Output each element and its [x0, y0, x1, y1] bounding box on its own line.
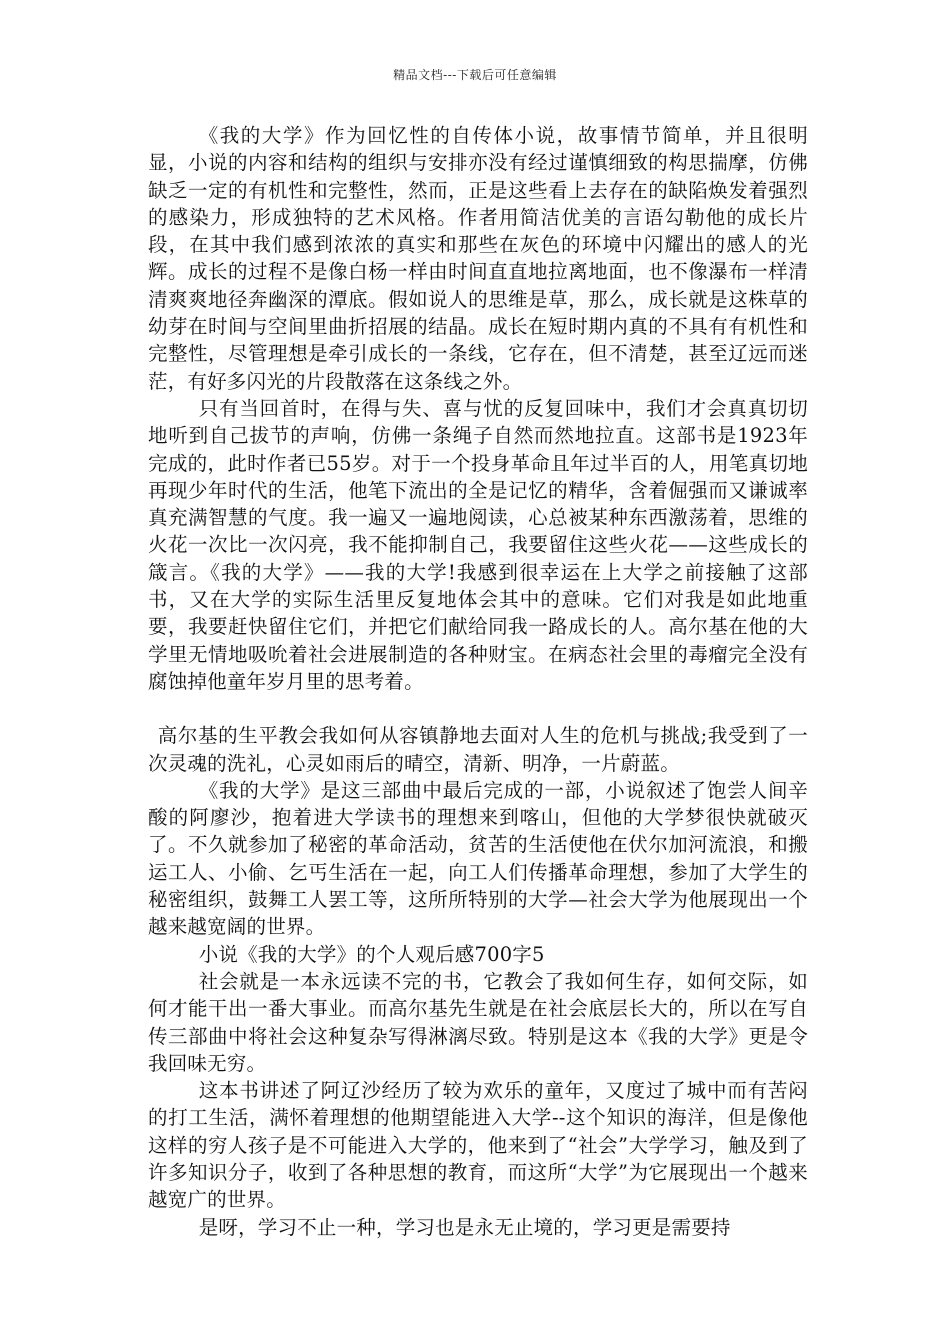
document-body: [148, 122, 808, 1241]
paragraph: 高尔基的生平教会我如何从容镇静地去面对人生的危机与挑战;我受到了一次灵魂的洗礼，心灵如雨后的晴空，清新、明净，一片蔚蓝。: [148, 724, 808, 775]
paragraph: 《我的大学》作为回忆性的自传体小说，故事情节简单，并且很明显，小说的内容和结构的组织与安排亦没有经过谨慎细致的构思揣摩，仿佛缺乏一定的有机性和完整性，然而，正是这些看上去存在的缺陷焕发着强烈的感染力，形成独特的艺术风格。作者用简洁优美的言语勾勒他的成长片段，在其中我们感到浓浓的真实和那些在灰色的环境中闪耀出的感人的光辉。成长的过程不是像白杨一样由时间直直地拉离地面，也不像瀑布一样清清爽爽地径奔幽深的潭底。假如说人的思维是草，那么，成长就是这株草的幼芽在时间与空间里曲折招展的结晶。成长在短时期内真的不具有有机性和完整性，尽管理想是牵引成长的一条线，它存在，但不清楚，甚至辽远而迷茫，有好多闪光的片段散落在这条线之外。: [148, 124, 808, 393]
paragraph: 这本书讲述了阿辽沙经历了较为欢乐的童年，又度过了城中而有苦闷的打工生活，满怀着理想的他期望能进入大学--这个知识的海洋，但是像他这样的穷人孩子是不可能进入大学的，他来到了“社会”大学学习，触及到了许多知识分子，收到了各种思想的教育，而这所“大学”为它展现出一个越来越宽广的世界。: [148, 1079, 808, 1212]
paragraph-spacer: [148, 695, 808, 722]
paragraph: 是呀，学习不止一种，学习也是永无止境的，学习更是需要持: [198, 1215, 731, 1239]
paragraph: 《我的大学》是这三部曲中最后完成的一部，小说叙述了饱尝人间辛酸的阿廖沙，抱着进大学读书的理想来到喀山，但他的大学梦很快就破灭了。不久就参加了秘密的革命活动，贫苦的生活使他在伏尔加河流浪，和搬运工人、小偷、乞丐生活在一起，向工人们传播革命理想，参加了大学生的秘密组织，鼓舞工人罢工等，这所所特别的大学—社会大学为他展现出一个越来越宽阔的世界。: [148, 778, 808, 939]
page-header: 精品文档---下载后可任意编辑: [393, 68, 557, 82]
paragraph: 社会就是一本永远读不完的书，它教会了我如何生存，如何交际，如何才能干出一番大事业。而高尔基先生就是在社会底层长大的，所以在写自传三部曲中将社会这种复杂写得淋漓尽致。特别是这本《我的大学》更是令我回味无穷。: [148, 969, 808, 1075]
paragraph: 只有当回首时，在得与失、喜与忧的反复回味中，我们才会真真切切地听到自己拔节的声响，仿佛一条绳子自然而然地拉直。这部书是1923年完成的，此时作者已55岁。对于一个投身革命且年过半百的人，用笔真切地再现少年时代的生活，他笔下流出的全是记忆的精华，含着倔强而又谦诚率真充满智慧的气度。我一遍又一遍地阅读，心总被某种东西激荡着，思维的火花一次比一次闪亮，我不能抑制自己，我要留住这些火花——这些成长的箴言。《我的大学》——我的大学!我感到很幸运在上大学之前接触了这部书，又在大学的实际生活里反复地体会其中的意味。它们对我是如此地重要，我要赶快留住它们，并把它们献给同我一路成长的人。高尔基在他的大学里无情地吸吮着社会进展制造的各种财宝。在病态社会里的毒瘤完全没有腐蚀掉他童年岁月里的思考着。: [148, 396, 808, 693]
section-title: 小说《我的大学》的个人观后感700字5: [198, 942, 545, 966]
